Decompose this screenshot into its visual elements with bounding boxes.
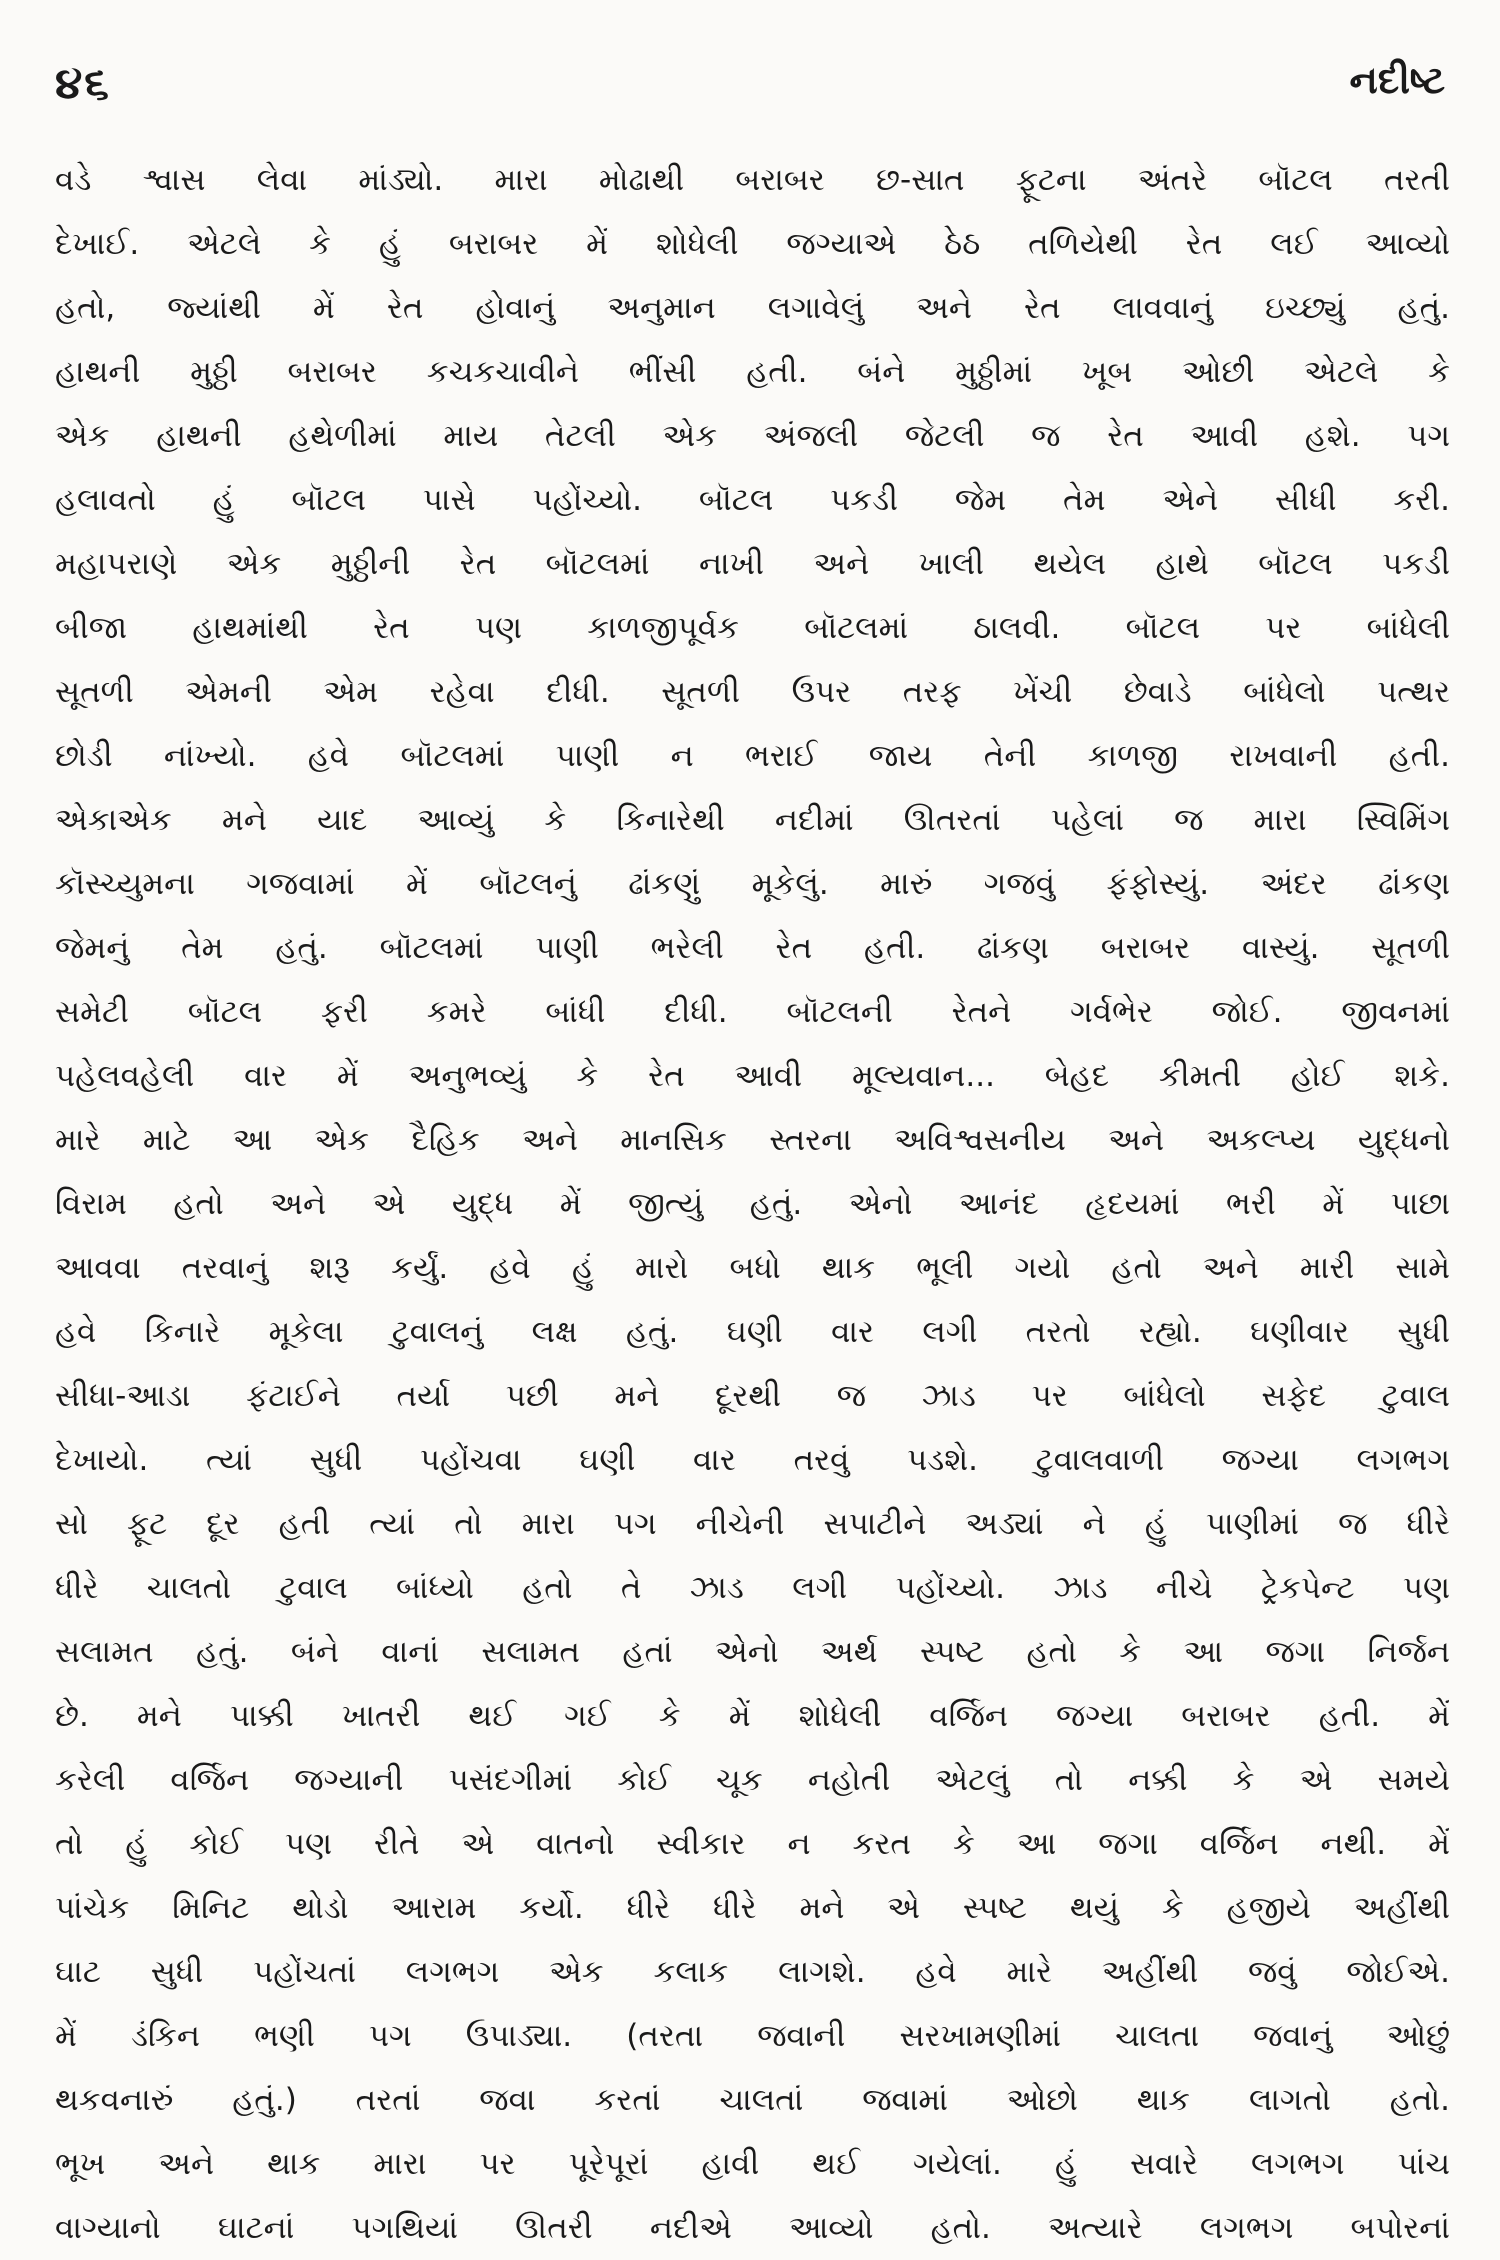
page-header — [55, 58, 1445, 118]
text-line: મહાપરાણે એક મુઠ્ઠીની રેત બૉટલમાં નાખી અને ખાલી થયેલ હાથે બૉટલ પકડી — [55, 546, 1450, 582]
text-line: જેમનું તેમ હતું. બૉટલમાં પાણી ભરેલી રેત હતી. ઢાંકણ બરાબર વાસ્યું. સૂતળી — [55, 930, 1450, 966]
text-line: વિરામ હતો અને એ યુદ્ધ મેં જીત્યું હતું. એનો આનંદ હૃદયમાં ભરી મેં પાછા — [55, 1186, 1450, 1222]
text-line: સીધા-આડા ફંટાઈને તર્યા પછી મને દૂરથી જ ઝાડ પર બાંધેલો સફેદ ટુવાલ — [55, 1378, 1450, 1414]
text-line: છે. મને પાક્કી ખાતરી થઈ ગઈ કે મેં શોધેલી વર્જિન જગ્યા બરાબર હતી. મેં — [55, 1698, 1450, 1734]
text-line: પાંચેક મિનિટ થોડો આરામ કર્યો. ધીરે ધીરે મને એ સ્પષ્ટ થયું કે હજીયે અહીંથી — [55, 1890, 1450, 1926]
text-line: સો ફૂટ દૂર હતી ત્યાં તો મારા પગ નીચેની સપાટીને અડ્યાં ને હું પાણીમાં જ ધીરે — [55, 1506, 1450, 1542]
text-line: મારે માટે આ એક દૈહિક અને માનસિક સ્તરના અવિશ્વસનીય અને અકલ્પ્ય યુદ્ધનો — [55, 1122, 1450, 1158]
text-line: થકવનારું હતું.) તરતાં જવા કરતાં ચાલતાં જવામાં ઓછો થાક લાગતો હતો. — [55, 2082, 1450, 2118]
text-line: સૂતળી એમની એમ રહેવા દીધી. સૂતળી ઉપર તરફ ખેંચી છેવાડે બાંધેલો પત્થર — [55, 674, 1450, 710]
book-title: નદીષ્ટ — [1349, 58, 1445, 102]
text-line: વાગ્યાનો ઘાટનાં પગથિયાં ઊતરી નદીએ આવ્યો હતો. અત્યારે લગભગ બપોરનાં — [55, 2210, 1450, 2246]
body-text — [55, 148, 1450, 2260]
text-line: પહેલવહેલી વાર મેં અનુભવ્યું કે રેત આવી મૂલ્યવાન... બેહદ કીમતી હોઈ શકે. — [55, 1058, 1450, 1094]
text-line: દેખાઈ. એટલે કે હું બરાબર મેં શોધેલી જગ્યાએ ઠેઠ તળિયેથી રેત લઈ આવ્યો — [55, 226, 1450, 262]
text-line: હલાવતો હું બૉટલ પાસે પહોંચ્યો. બૉટલ પકડી જેમ તેમ એને સીધી કરી. — [55, 482, 1450, 518]
text-line: સમેટી બૉટલ ફરી કમરે બાંધી દીધી. બૉટલની રેતને ગર્વભેર જોઈ. જીવનમાં — [55, 994, 1450, 1030]
text-line: હવે કિનારે મૂકેલા ટુવાલનું લક્ષ હતું. ઘણી વાર લગી તરતો રહ્યો. ઘણીવાર સુધી — [55, 1314, 1450, 1350]
text-line: છોડી નાંખ્યો. હવે બૉટલમાં પાણી ન ભરાઈ જાય તેની કાળજી રાખવાની હતી. — [55, 738, 1450, 774]
text-line: આવવા તરવાનું શરૂ કર્યું. હવે હું મારો બધો થાક ભૂલી ગયો હતો અને મારી સામે — [55, 1250, 1450, 1286]
text-line: દેખાયો. ત્યાં સુધી પહોંચવા ઘણી વાર તરવું પડશે. ટુવાલવાળી જગ્યા લગભગ — [55, 1442, 1450, 1478]
text-line: ભૂખ અને થાક મારા પર પૂરેપૂરાં હાવી થઈ ગયેલાં. હું સવારે લગભગ પાંચ — [55, 2146, 1450, 2182]
page-number: ૪૬ — [55, 58, 111, 109]
text-line: સલામત હતું. બંને વાનાં સલામત હતાં એનો અર્થ સ્પષ્ટ હતો કે આ જગા નિર્જન — [55, 1634, 1450, 1670]
text-line: હાથની મુઠ્ઠી બરાબર કચકચાવીને ભીંસી હતી. બંને મુઠ્ઠીમાં ખૂબ ઓછી એટલે કે — [55, 354, 1450, 390]
text-line: હતો, જ્યાંથી મેં રેત હોવાનું અનુમાન લગાવેલું અને રેત લાવવાનું ઇચ્છ્યું હતું. — [55, 290, 1450, 326]
text-line: ઘાટ સુધી પહોંચતાં લગભગ એક કલાક લાગશે. હવે મારે અહીંથી જવું જોઈએ. — [55, 1954, 1450, 1990]
text-line: કૉસ્ચ્યુમના ગજવામાં મેં બૉટલનું ઢાંકણું મૂકેલું. મારું ગજવું ફંફોસ્યું. અંદર ઢાંકણ — [55, 866, 1450, 902]
text-line: ધીરે ચાલતો ટુવાલ બાંધ્યો હતો તે ઝાડ લગી પહોંચ્યો. ઝાડ નીચે ટ્રેકપેન્ટ પણ — [55, 1570, 1450, 1606]
text-line: તો હું કોઈ પણ રીતે એ વાતનો સ્વીકાર ન કરત કે આ જગા વર્જિન નથી. મેં — [55, 1826, 1450, 1862]
text-line: કરેલી વર્જિન જગ્યાની પસંદગીમાં કોઈ ચૂક નહોતી એટલું તો નક્કી કે એ સમયે — [55, 1762, 1450, 1798]
text-line: બીજા હાથમાંથી રેત પણ કાળજીપૂર્વક બૉટલમાં ઠાલવી. બૉટલ પર બાંધેલી — [55, 610, 1450, 646]
text-line: એક હાથની હથેળીમાં માય તેટલી એક અંજલી જેટલી જ રેત આવી હશે. પગ — [55, 418, 1450, 454]
text-line: મેં ડંકિન ભણી પગ ઉપાડ્યા. (તરતા જવાની સરખામણીમાં ચાલતા જવાનું ઓછું — [55, 2018, 1450, 2054]
text-line: વડે શ્વાસ લેવા માંડ્યો. મારા મોઢાથી બરાબર છ-સાત ફૂટના અંતરે બૉટલ તરતી — [55, 162, 1450, 198]
text-line: એકાએક મને યાદ આવ્યું કે કિનારેથી નદીમાં ઊતરતાં પહેલાં જ મારા સ્વિમિંગ — [55, 802, 1450, 838]
